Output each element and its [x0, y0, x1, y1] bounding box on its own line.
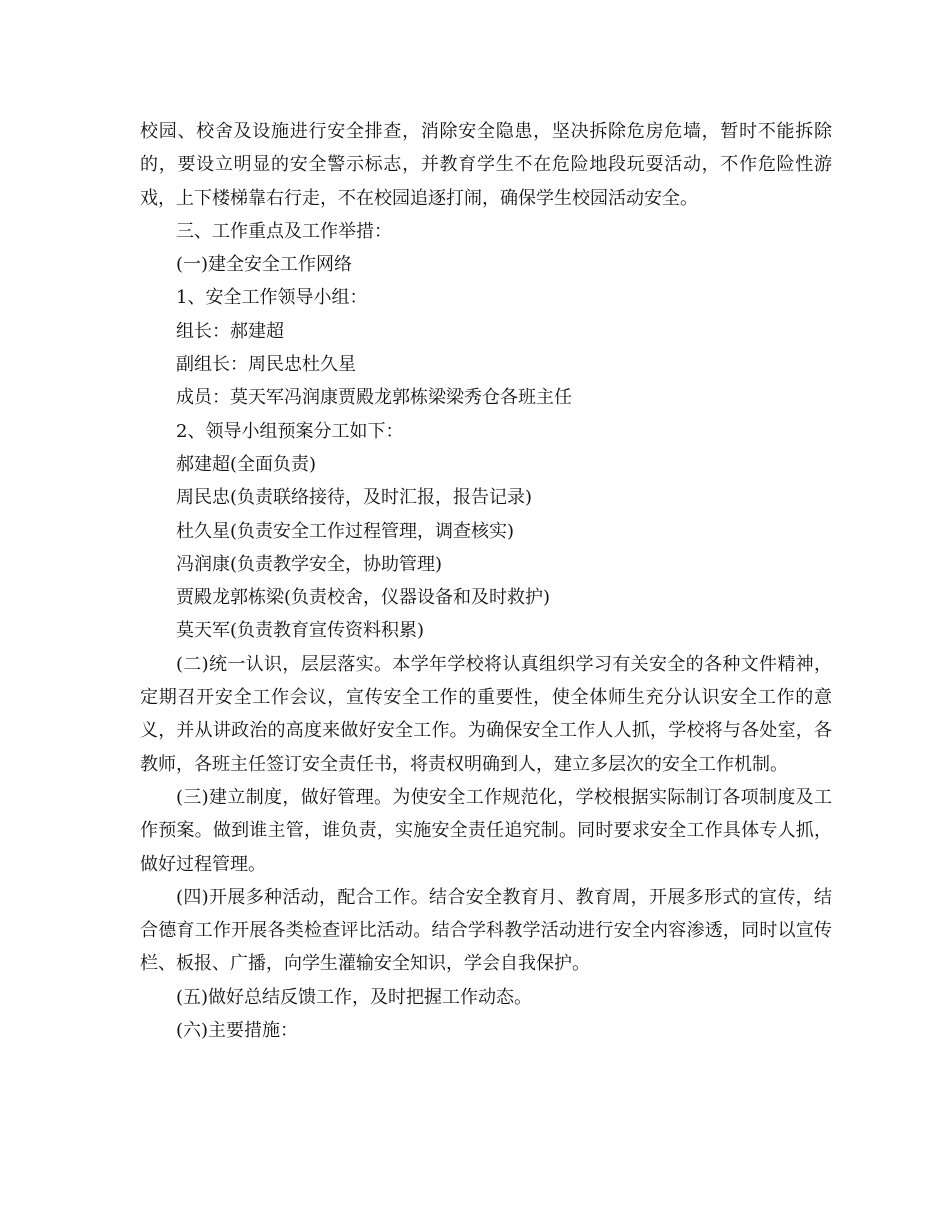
- subsection-heading: (六)主要措施：: [176, 1020, 299, 1042]
- section-heading: 三、工作重点及工作举措：: [176, 220, 392, 242]
- paragraph: (二)统一认识，层层落实。本学年学校将认真组织学习有关安全的各种文件精神，定期召开安全工作会议，宣传安全工作的重要性，使全体师生充分认识安全工作的意义，并从讲政治的高度来做好安全工作。为确保安全工作人人抓，学校将与各处室，各教师，各班主任签订安全责任书，将责权明确到人，建立多层次的安全工作机制。: [140, 653, 832, 775]
- list-item: 成员：莫天军冯润康贾殿龙郭栋梁梁秀仓各班主任: [176, 387, 572, 409]
- list-item: 冯润康(负责教学安全，协助管理): [176, 553, 443, 575]
- list-heading: 2、领导小组预案分工如下：: [176, 420, 404, 442]
- list-item: 贾殿龙郭栋梁(负责校舍，仪器设备和及时救护): [176, 587, 551, 609]
- paragraph: 校园、校舍及设施进行安全排查，消除安全隐患，坚决拆除危房危墙，暂时不能拆除的，要设立明显的安全警示标志，并教育学生不在危险地段玩耍活动，不作危险性游戏，上下楼梯靠右行走，不在校园追逐打闹，确保学生校园活动安全。: [140, 121, 832, 209]
- list-item: 杜久星(负责安全工作过程管理，调查核实): [176, 520, 515, 542]
- paragraph: (五)做好总结反馈工作，及时把握工作动态。: [176, 986, 533, 1008]
- paragraph: (三)建立制度，做好管理。为使安全工作规范化，学校根据实际制订各项制度及工作预案。做到谁主管，谁负责，实施安全责任追究制。同时要求安全工作具体专人抓，做好过程管理。: [140, 786, 832, 875]
- document-body: [140, 115, 832, 1047]
- list-heading: 1、安全工作领导小组：: [176, 287, 368, 309]
- list-item: 莫天军(负责教育宣传资料积累): [176, 620, 425, 642]
- list-item: 郝建超(全面负责): [176, 453, 317, 475]
- list-item: 副组长：周民忠杜久星: [176, 354, 356, 376]
- list-item: 周民忠(负责联络接待，及时汇报，报告记录): [176, 487, 533, 509]
- paragraph: (四)开展多种活动，配合工作。结合安全教育月、教育周，开展多形式的宣传，结合德育工作开展各类检查评比活动。结合学科教学活动进行安全内容渗透，同时以宣传栏、板报、广播，向学生灌输安全知识，学会自我保护。: [140, 886, 832, 975]
- list-item: 组长：郝建超: [176, 320, 284, 342]
- subsection-heading: (一)建全安全工作网络: [176, 254, 353, 276]
